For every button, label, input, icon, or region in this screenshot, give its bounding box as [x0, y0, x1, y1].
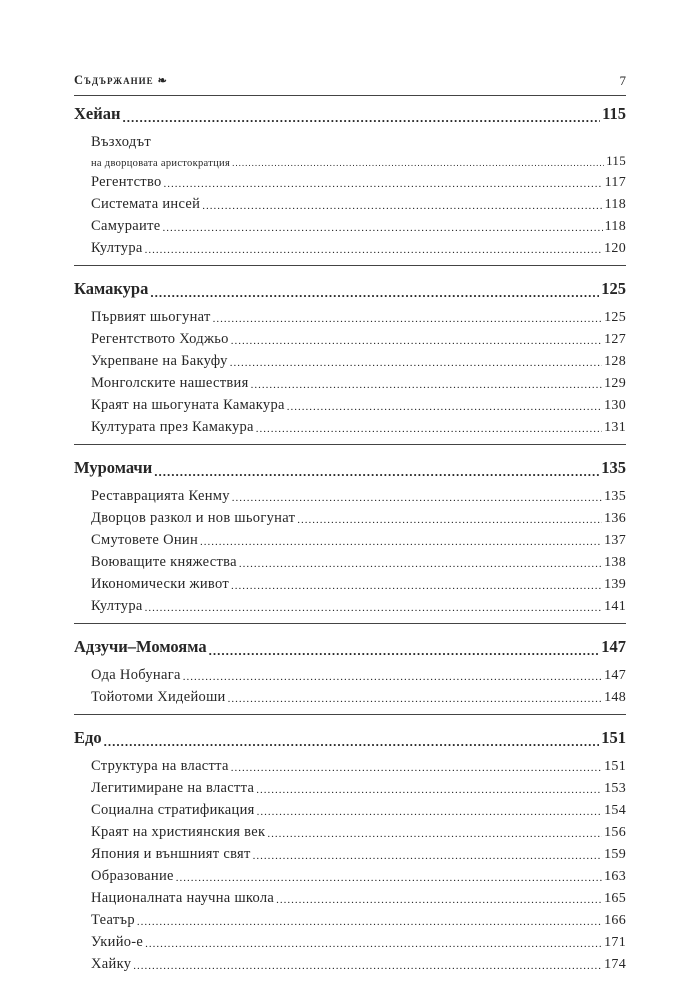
entry-title-line1: Възходът — [91, 134, 152, 150]
entry-title: Краят на християнския век — [91, 824, 266, 840]
entry-title: Социална стратификация — [91, 802, 255, 818]
chapter-title: Адзучи–Момояма — [74, 637, 207, 656]
entry-page-number: 130 — [604, 398, 626, 413]
entry-title: Реставрацията Кенму — [91, 488, 230, 504]
dot-leader — [200, 536, 602, 547]
dot-leader — [104, 734, 600, 747]
entry-page-number: 129 — [604, 376, 626, 391]
entry-title: Тойотоми Хидейоши — [91, 689, 226, 705]
toc-entry[interactable] — [91, 929, 626, 951]
toc-entry[interactable] — [91, 505, 626, 527]
toc-entry[interactable] — [91, 348, 626, 370]
dot-leader — [183, 671, 602, 682]
entry-title: Театър — [91, 912, 135, 928]
entry-title: Националната научна школа — [91, 890, 275, 906]
dot-leader — [176, 872, 602, 883]
chapter-page-number: 135 — [601, 458, 626, 477]
dot-leader — [133, 960, 602, 971]
toc-entry[interactable] — [91, 684, 626, 706]
entry-page-number: 128 — [604, 354, 626, 369]
entry-page-number: 115 — [606, 153, 626, 168]
leaf-ornament-icon: ❧ — [157, 75, 168, 87]
toc-entry[interactable] — [91, 797, 626, 819]
toc-entry[interactable] — [91, 235, 626, 257]
toc-entry[interactable] — [91, 304, 626, 326]
entry-page-number: 154 — [604, 803, 626, 818]
chapter-title: Муромачи — [74, 458, 153, 477]
entry-page-number: 139 — [604, 577, 626, 592]
toc-entry[interactable] — [91, 753, 626, 775]
entry-page-number: 118 — [604, 219, 626, 234]
entry-title: Култура — [91, 598, 143, 614]
entry-title: Монголските нашествия — [91, 375, 249, 391]
header-divider — [74, 95, 626, 96]
chapter-entry[interactable] — [74, 99, 626, 129]
entry-title: Регентството Ходжьо — [91, 331, 229, 347]
entry-page-number: 147 — [604, 668, 626, 683]
chapter-title: Едо — [74, 728, 102, 747]
entry-page-number: 138 — [604, 555, 626, 570]
entry-page-number: 163 — [604, 869, 626, 884]
entry-title: Дворцов разкол и нов шьогунат — [91, 510, 296, 526]
chapter-page-number: 115 — [602, 104, 626, 123]
toc-entry[interactable] — [91, 841, 626, 863]
dot-leader — [251, 379, 603, 390]
entry-title: Културата през Камакура — [91, 419, 254, 435]
entry-page-number: 165 — [604, 891, 626, 906]
entry-title: Ода Нобунага — [91, 667, 181, 683]
toc-entry[interactable] — [91, 819, 626, 841]
dot-leader — [256, 784, 602, 795]
dot-leader — [164, 178, 603, 189]
toc-entry[interactable] — [91, 951, 626, 973]
entry-page-number: 127 — [604, 332, 626, 347]
dot-leader — [150, 285, 599, 298]
dot-leader — [297, 514, 602, 525]
chapter-entry[interactable] — [74, 274, 626, 304]
chapter-title: Хейан — [74, 104, 121, 123]
entry-page-number: 174 — [604, 957, 626, 972]
dot-leader — [232, 492, 602, 503]
dot-leader — [123, 110, 601, 123]
chapter-section — [74, 99, 626, 266]
entry-title: Култура — [91, 240, 143, 256]
dot-leader — [154, 464, 599, 477]
chapter-section — [74, 274, 626, 445]
dot-leader — [145, 938, 602, 949]
chapter-page-number: 125 — [601, 279, 626, 298]
entry-title: Воюващите княжества — [91, 554, 237, 570]
toc-entry[interactable] — [91, 213, 626, 235]
dot-leader — [231, 335, 602, 346]
toc-entry[interactable] — [91, 191, 626, 213]
entry-page-number: 137 — [604, 533, 626, 548]
entry-page-number: 136 — [604, 511, 626, 526]
entry-title: Икономически живот — [91, 576, 229, 592]
entry-title: Япония и външният свят — [91, 846, 251, 862]
dot-leader — [287, 401, 602, 412]
entry-page-number: 131 — [604, 420, 626, 435]
dot-leader — [137, 916, 602, 927]
toc-entry[interactable] — [91, 863, 626, 885]
dot-leader — [231, 580, 602, 591]
chapter-page-number: 151 — [601, 728, 626, 747]
entry-title: Първият шьогунат — [91, 309, 211, 325]
entry-page-number: 151 — [604, 759, 626, 774]
entry-page-number: 141 — [604, 599, 626, 614]
table-of-contents — [74, 99, 626, 989]
toc-entry[interactable] — [91, 885, 626, 907]
dot-leader — [276, 894, 602, 905]
entry-page-number: 117 — [604, 175, 626, 190]
toc-entry[interactable] — [91, 775, 626, 797]
chapter-entry[interactable] — [74, 723, 626, 753]
dot-leader — [253, 850, 602, 861]
dot-leader — [231, 762, 602, 773]
dot-leader — [239, 558, 602, 569]
toc-entry[interactable] — [91, 326, 626, 348]
entry-page-number: 135 — [604, 489, 626, 504]
entry-title: Укийо-е — [91, 934, 144, 950]
toc-entry[interactable] — [91, 169, 626, 191]
toc-entry[interactable] — [91, 662, 626, 684]
dot-leader — [230, 357, 602, 368]
dot-leader — [228, 693, 602, 704]
dot-leader — [162, 222, 602, 233]
dot-leader — [145, 244, 602, 255]
chapter-entry[interactable] — [74, 453, 626, 483]
toc-entry[interactable] — [91, 483, 626, 505]
entry-page-number: 159 — [604, 847, 626, 862]
entry-page-number: 171 — [604, 935, 626, 950]
entry-page-number: 120 — [604, 241, 626, 256]
entry-page-number: 166 — [604, 913, 626, 928]
chapter-section — [74, 632, 626, 715]
toc-entry[interactable] — [91, 907, 626, 929]
entry-title: Хайку — [91, 956, 132, 972]
toc-entry[interactable] — [91, 549, 626, 571]
entry-page-number: 153 — [604, 781, 626, 796]
entry-page-number: 125 — [604, 310, 626, 325]
dot-leader — [209, 643, 600, 656]
entry-title: Укрепване на Бакуфу — [91, 353, 228, 369]
toc-entry[interactable] — [91, 593, 626, 615]
chapter-title: Камакура — [74, 279, 149, 298]
toc-entry[interactable] — [91, 571, 626, 593]
dot-leader — [257, 806, 602, 817]
dot-leader — [232, 158, 604, 167]
entry-page-number: 148 — [604, 690, 626, 705]
entry-page-number: 156 — [604, 825, 626, 840]
chapter-section — [74, 723, 626, 981]
dot-leader — [202, 200, 602, 211]
toc-entry[interactable] — [91, 414, 626, 436]
running-head — [74, 73, 626, 93]
chapter-section — [74, 453, 626, 624]
dot-leader — [213, 313, 602, 324]
entry-title: Самураите — [91, 218, 161, 234]
entry-title-line2: на дворцовата аристократция — [91, 158, 231, 169]
entry-title: Смутовете Онин — [91, 532, 199, 548]
dot-leader — [145, 602, 602, 613]
chapter-entry[interactable] — [74, 632, 626, 662]
entry-title: Образование — [91, 868, 174, 884]
section-title-text: Съдържание — [74, 73, 154, 87]
entry-title: Краят на шьогуната Камакура — [91, 397, 285, 413]
toc-entry[interactable] — [91, 370, 626, 392]
section-title — [74, 73, 168, 88]
toc-entry[interactable] — [91, 392, 626, 414]
entry-title: Легитимиране на властта — [91, 780, 255, 796]
entry-title: Системата инсей — [91, 196, 201, 212]
dot-leader — [267, 828, 602, 839]
page-number: 7 — [619, 73, 626, 88]
dot-leader — [256, 423, 602, 434]
toc-entry[interactable] — [91, 527, 626, 549]
entry-title: Регентство — [91, 174, 162, 190]
entry-title: Структура на властта — [91, 758, 229, 774]
toc-entry[interactable] — [91, 129, 626, 169]
entry-page-number: 118 — [604, 197, 626, 212]
chapter-page-number: 147 — [601, 637, 626, 656]
